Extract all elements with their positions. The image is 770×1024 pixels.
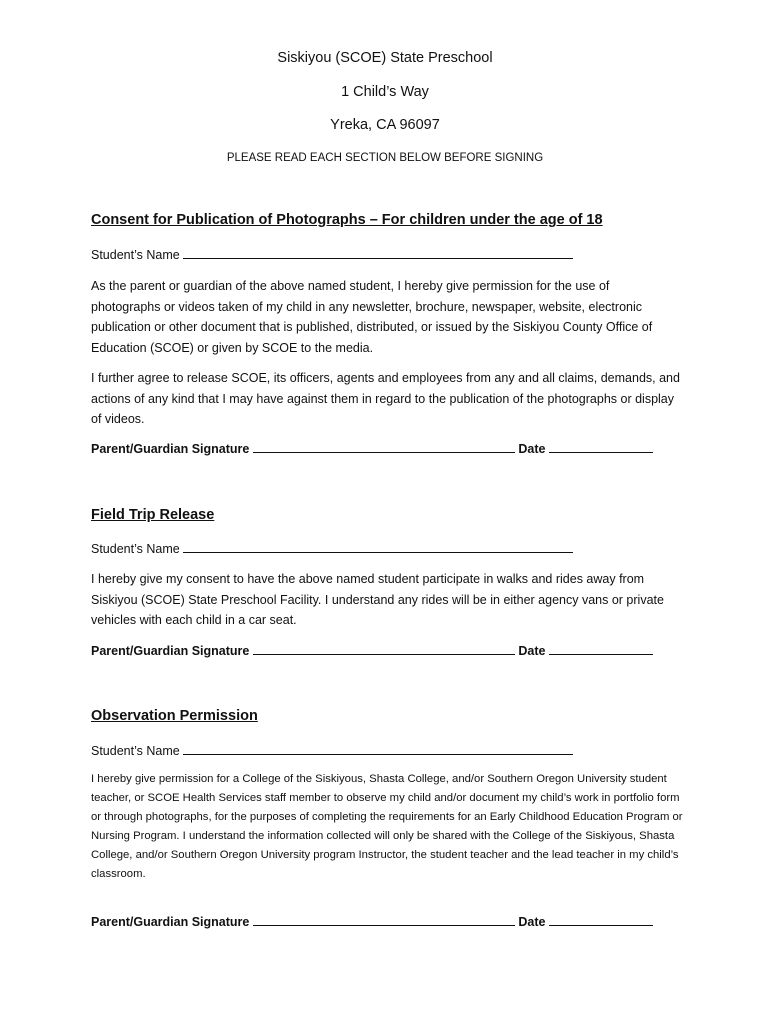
photo-consent-paragraph-1: As the parent or guardian of the above named student, I hereby give permission for the use of photographs or videos taken of my child in any newsletter, brochure, newspaper, website, electronic publication or other document that is published, distributed, or issued by the Siskiyou County Office of Education (SCOE) or given by SCOE to the media. [91, 279, 653, 355]
field-trip-title: Field Trip Release [91, 507, 215, 523]
student-name-field[interactable] [183, 246, 573, 259]
photo-consent-signature-row [91, 440, 691, 456]
school-name: Siskiyou (SCOE) State Preschool [277, 50, 493, 66]
date-label: Date [518, 915, 546, 929]
field-trip-student-row [91, 540, 691, 556]
photo-consent-title: Consent for Publication of Photographs – For children under the age of 18 [91, 212, 603, 228]
date-label: Date [518, 644, 546, 658]
observation-signature-row [91, 913, 691, 929]
observation-student-row [91, 742, 691, 758]
signature-label: Parent/Guardian Signature [91, 915, 250, 929]
student-name-field[interactable] [183, 742, 573, 755]
field-trip-signature-row [91, 642, 691, 658]
student-name-label: Student’s Name [91, 542, 180, 556]
observation-paragraph: I hereby give permission for a College of the Siskiyous, Shasta College, and/or Southern Oregon University student teacher, or SCOE Health Services staff member to observe my child and/or document my child’s work in portfolio form or through photographs, for the purposes of completing the requirements for an Early Childhood Education Program or Nursing Program. I understand the information collected will only be shared with the College of the Siskiyous, Shasta College, and/or Southern Oregon University program Instructor, the student teacher and the lead teacher in my child’s classroom. [91, 773, 683, 880]
address-line-2: Yreka, CA 96097 [330, 117, 440, 133]
date-label: Date [518, 442, 546, 456]
observation-title: Observation Permission [91, 708, 258, 724]
date-field[interactable] [549, 440, 653, 453]
student-name-label: Student’s Name [91, 248, 180, 262]
student-name-field[interactable] [183, 540, 573, 553]
date-field[interactable] [549, 913, 653, 926]
date-field[interactable] [549, 642, 653, 655]
photo-consent-student-row [91, 246, 691, 262]
signature-field[interactable] [253, 642, 515, 655]
signature-label: Parent/Guardian Signature [91, 644, 250, 658]
field-trip-paragraph: I hereby give my consent to have the above named student participate in walks and rides away from Siskiyou (SCOE) State Preschool Facility. I understand any rides will be in either agency vans or private vehicles with each child in a car seat. [91, 572, 664, 627]
student-name-label: Student’s Name [91, 744, 180, 758]
photo-consent-paragraph-2: I further agree to release SCOE, its officers, agents and employees from any and all claims, demands, and actions of any kind that I may have against them in regard to the publication of the photographs or display of videos. [91, 371, 680, 426]
signature-label: Parent/Guardian Signature [91, 442, 250, 456]
signature-field[interactable] [253, 913, 515, 926]
address-line-1: 1 Child’s Way [341, 84, 429, 100]
signature-field[interactable] [253, 440, 515, 453]
instruction-text: PLEASE READ EACH SECTION BELOW BEFORE SIGNING [226, 152, 544, 164]
